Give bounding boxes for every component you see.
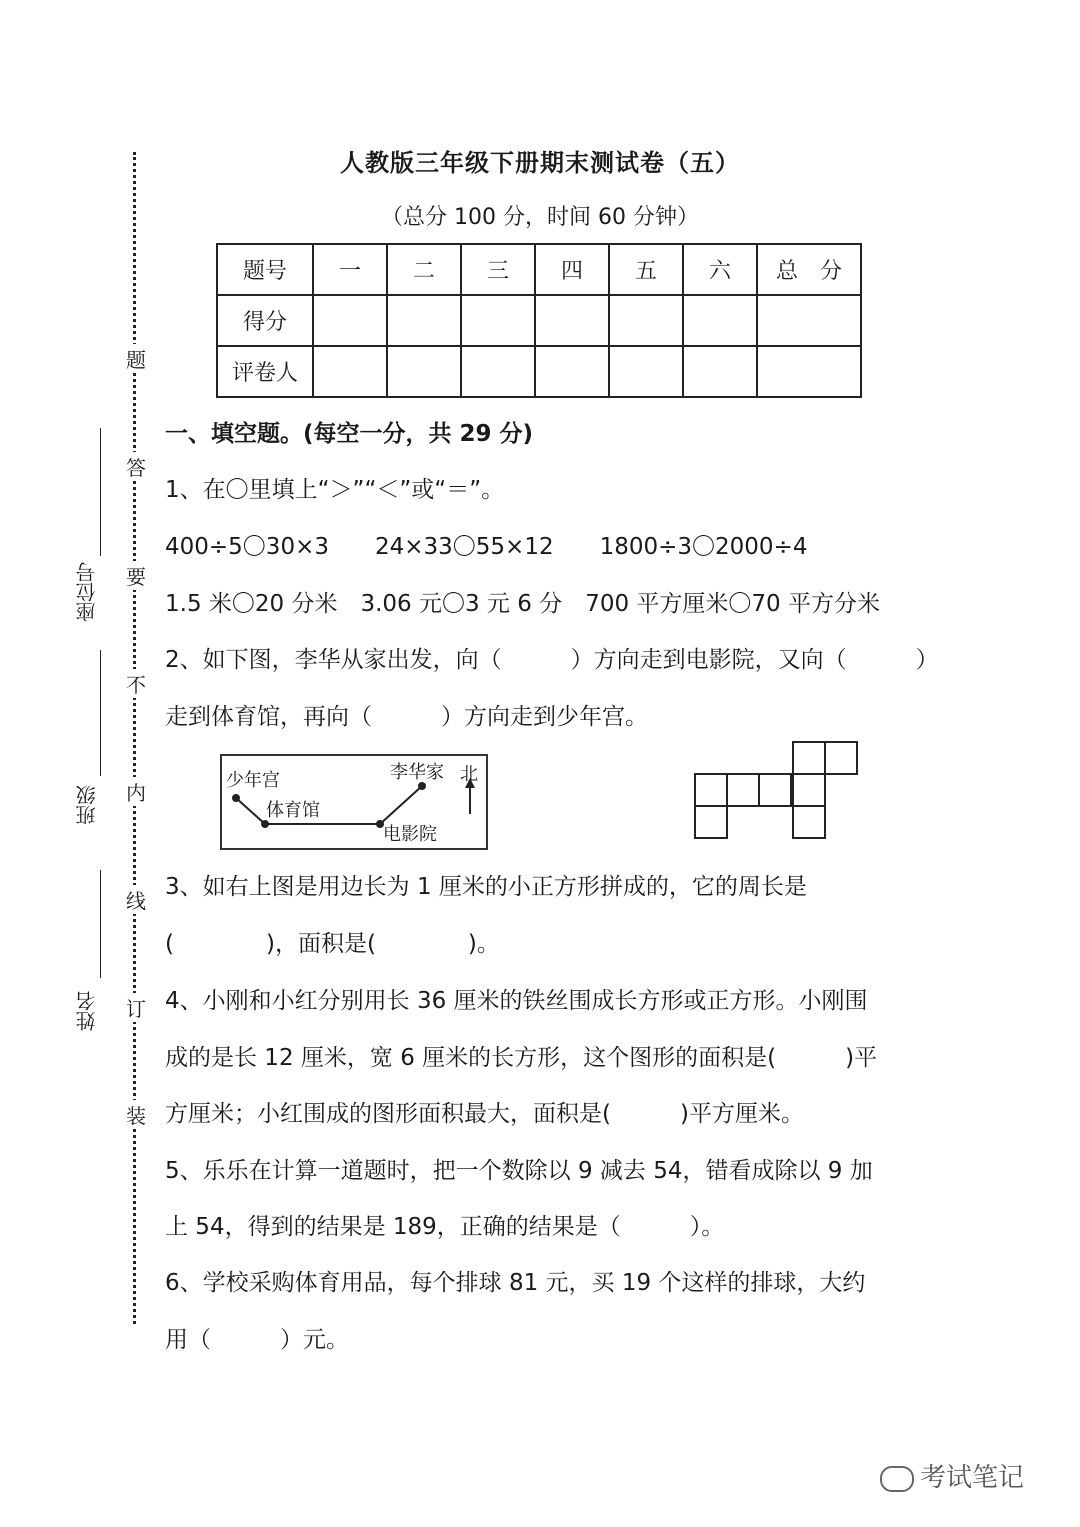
q5-line1: 5、乐乐在计算一道题时，把一个数除以 9 减去 54，错看成除以 9 加 [165,1158,873,1184]
grader-cell[interactable] [535,346,609,397]
binding-char: 题 [124,344,148,373]
table-cell: 评卷人 [217,346,313,397]
binding-char: 线 [124,885,148,914]
name-label: 姓名 [75,991,99,1031]
north-arrow-icon: 北 [460,764,478,785]
grader-cell[interactable] [757,346,861,397]
q1-prompt: 1、在〇里填上“＞”“＜”或“＝”。 [165,477,505,503]
table-cell: 三 [461,244,535,295]
table-cell: 五 [609,244,683,295]
table-cell: 总 分 [757,244,861,295]
q2-line2: 走到体育馆，再向（ ）方向走到少年宫。 [165,704,648,730]
table-cell: 二 [387,244,461,295]
watermark [880,1457,1024,1494]
binding-char: 答 [124,452,148,481]
score-cell[interactable] [609,295,683,346]
class-blank[interactable] [100,650,101,776]
score-cell[interactable] [461,295,535,346]
table-row [217,244,861,295]
q1-row2: 1.5 米〇20 分米 3.06 元〇3 元 6 分 700 平方厘米〇70 平方分米 [165,591,880,617]
grader-cell[interactable] [313,346,387,397]
q3-line2: ( )，面积是( )。 [165,931,500,957]
squares-figure [693,740,861,840]
table-cell: 得分 [217,295,313,346]
score-cell[interactable] [757,295,861,346]
binding-char: 装 [124,1100,148,1129]
q6-line1: 6、学校采购体育用品，每个排球 81 元，买 19 个这样的排球，大约 [165,1270,866,1296]
section-heading: 一、填空题。(每空一分，共 29 分) [165,421,534,447]
map-label-home: 李华家 [390,762,444,783]
exam-subtitle: （总分 100 分，时间 60 分钟） [381,205,699,230]
q1-row1: 400÷5〇30×3 24×33〇55×12 1800÷3〇2000÷4 [165,534,808,560]
route-map [220,754,488,850]
q2-line1: 2、如下图，李华从家出发，向（ ）方向走到电影院，又向（ ） [165,647,939,673]
binding-char: 内 [124,777,148,806]
name-blank[interactable] [100,870,101,978]
seat-number-blank[interactable] [100,428,101,556]
score-cell[interactable] [535,295,609,346]
binding-char: 不 [124,669,148,698]
table-cell: 题号 [217,244,313,295]
table-cell: 四 [535,244,609,295]
map-label-cinema: 电影院 [383,824,437,845]
table-row [217,295,861,346]
score-cell[interactable] [683,295,757,346]
grader-cell[interactable] [609,346,683,397]
q6-line2: 用（ ）元。 [165,1327,349,1353]
table-cell: 六 [683,244,757,295]
seat-number-label: 座位号 [75,562,99,622]
score-table [216,243,862,398]
q3-line1: 3、如右上图是用边长为 1 厘米的小正方形拼成的，它的周长是 [165,874,807,900]
q4-line3: 方厘米；小红围成的图形面积最大，面积是( )平方厘米。 [165,1101,804,1127]
chat-bubble-icon [880,1466,914,1492]
table-row [217,346,861,397]
exam-title: 人教版三年级下册期末测试卷（五） [340,149,740,177]
table-cell: 一 [313,244,387,295]
score-cell[interactable] [387,295,461,346]
grader-cell[interactable] [461,346,535,397]
watermark-text: 考试笔记 [920,1463,1025,1493]
map-label-palace: 少年宫 [226,770,280,791]
map-label-gym: 体育馆 [266,800,320,821]
binding-char: 要 [124,561,148,590]
q4-line2: 成的是长 12 厘米，宽 6 厘米的长方形，这个图形的面积是( )平 [165,1045,878,1071]
q4-line1: 4、小刚和小红分别用长 36 厘米的铁丝围成长方形或正方形。小刚围 [165,988,868,1014]
grader-cell[interactable] [387,346,461,397]
grader-cell[interactable] [683,346,757,397]
q5-line2: 上 54，得到的结果是 189，正确的结果是（ ）。 [165,1214,725,1240]
score-cell[interactable] [313,295,387,346]
class-label: 班级 [75,785,99,825]
binding-dotted-line [133,152,136,1324]
binding-char: 订 [124,993,148,1022]
